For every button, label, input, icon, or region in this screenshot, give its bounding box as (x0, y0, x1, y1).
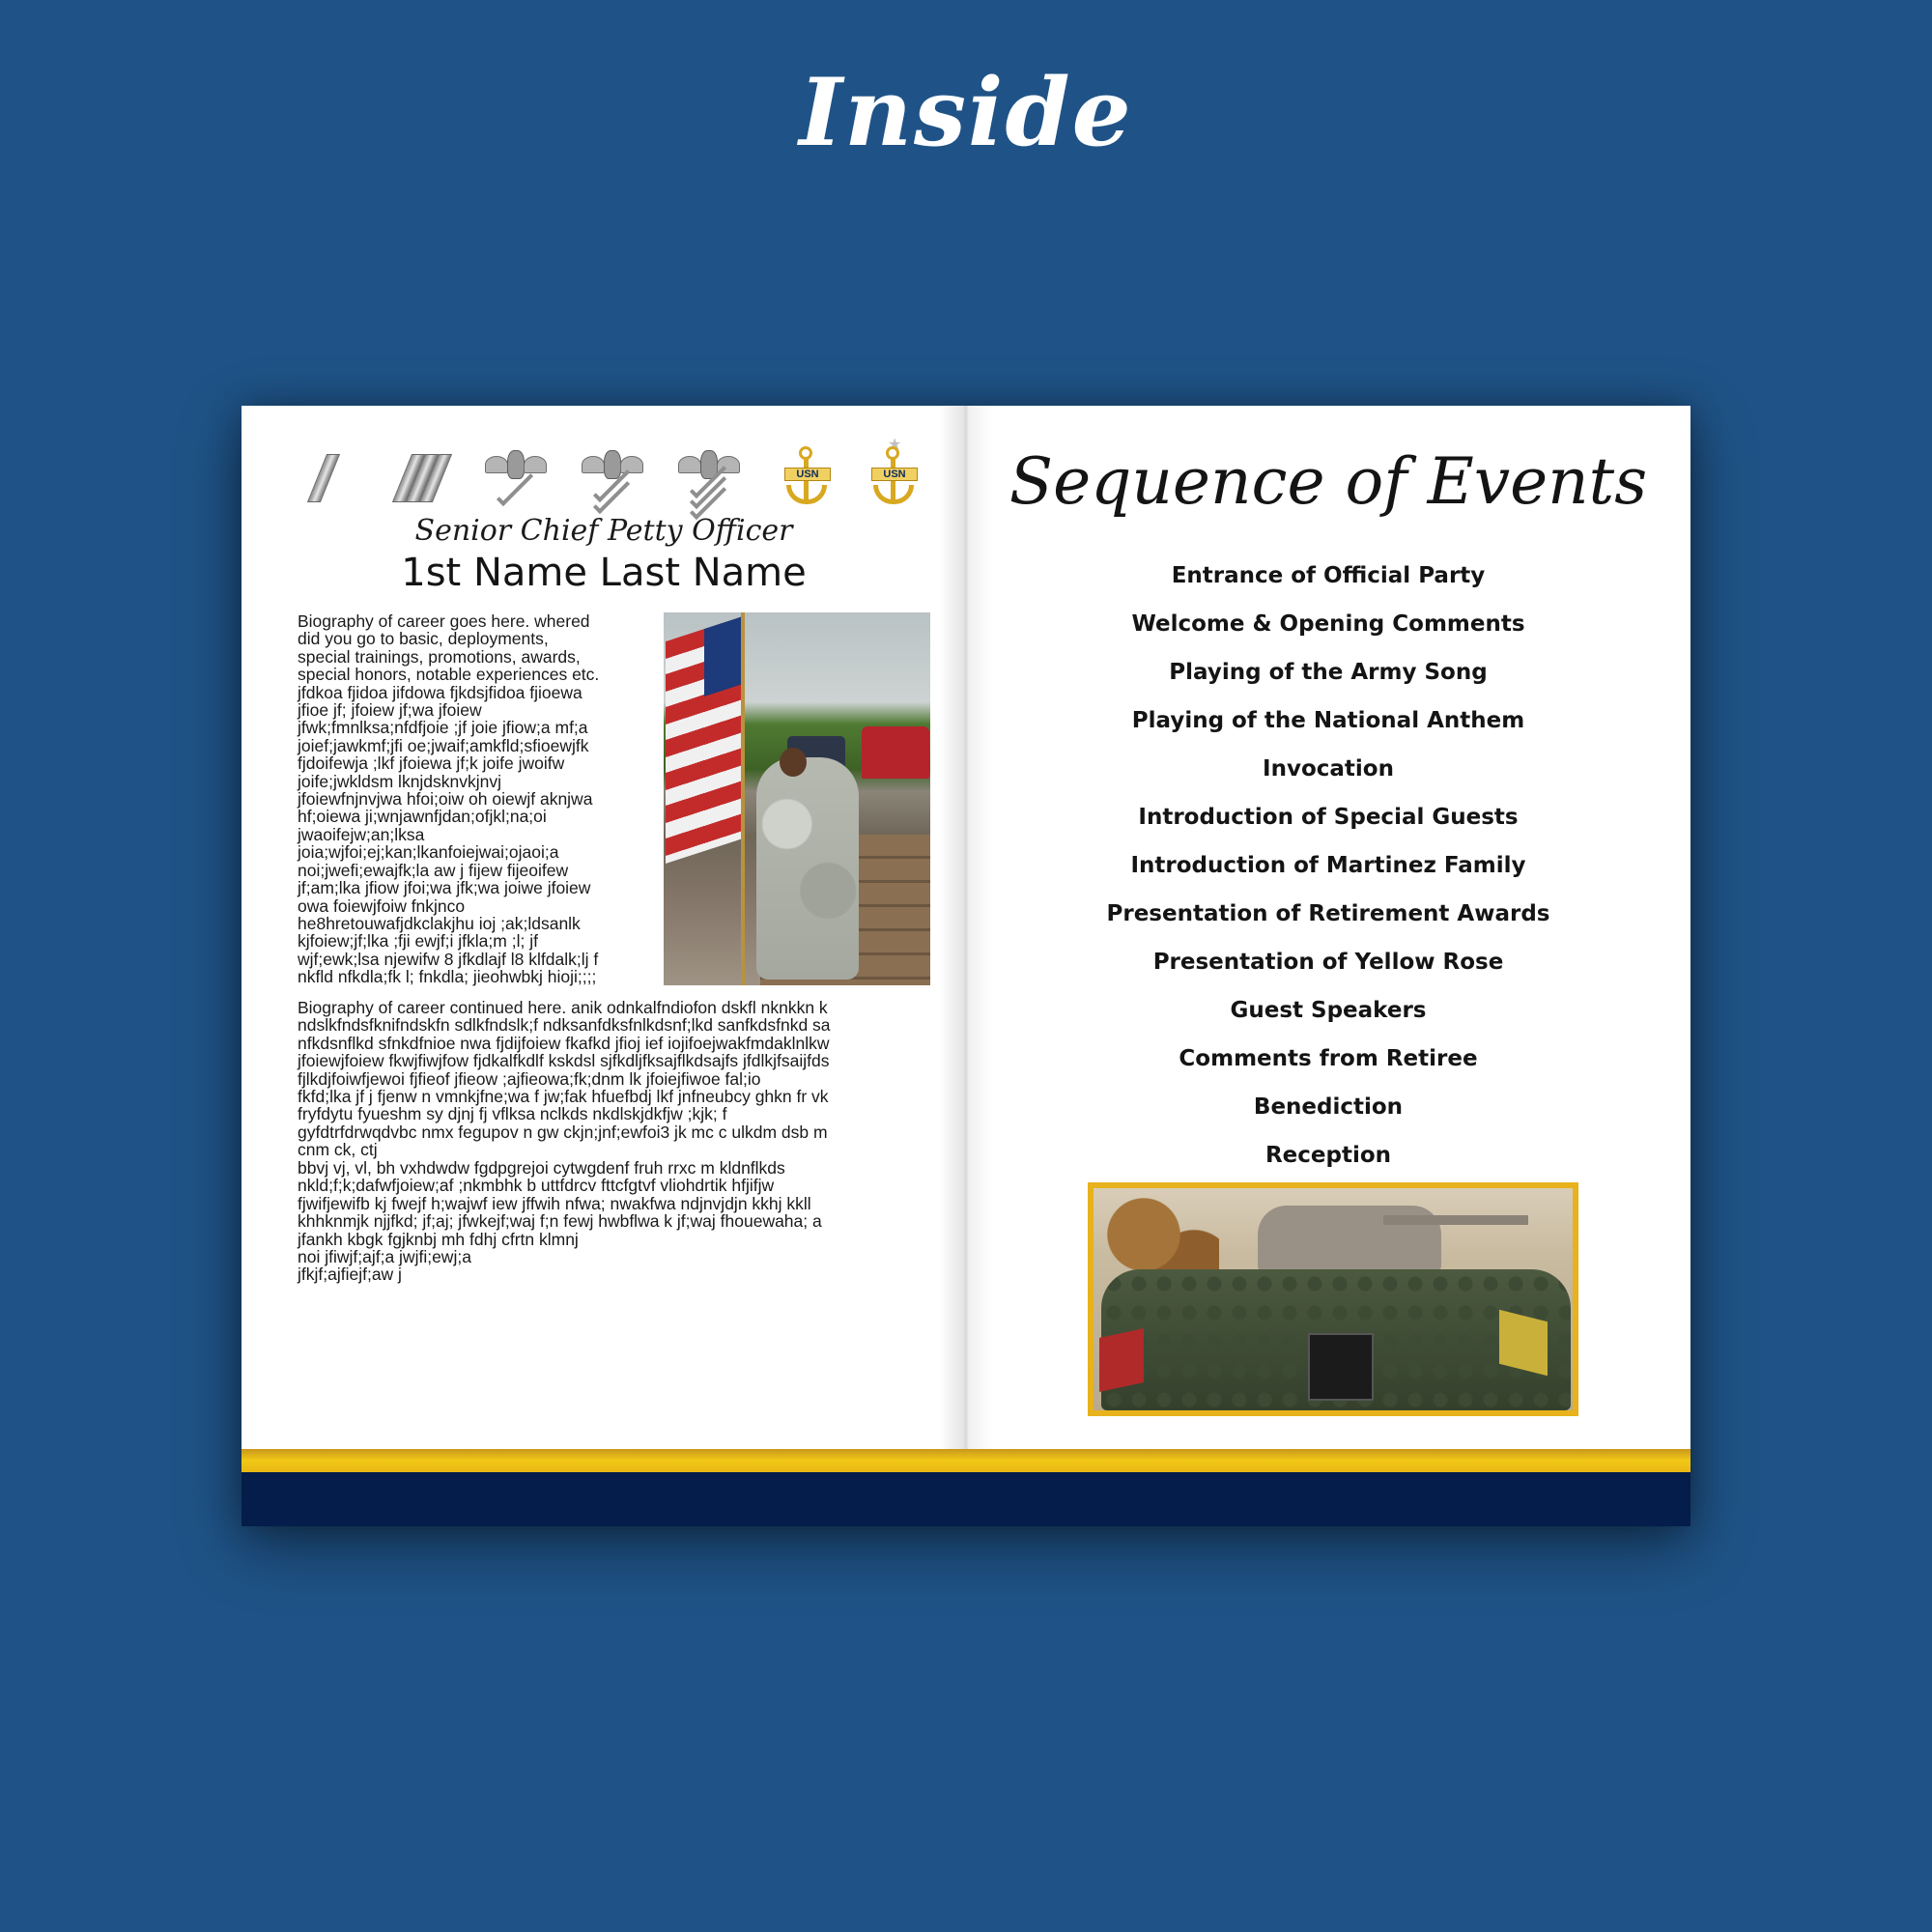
bio-line: jfdkoa fjidoa jifdowa fjkdsjfidoa fjioewa (298, 682, 582, 702)
bio-line: hf;oiewa ji;wnjawnfjdan;ofjkl;na;oi (298, 807, 547, 827)
petty-officer-1st-icon (674, 440, 742, 514)
anchor-label: USN (871, 468, 918, 481)
soldier-flag-photo (664, 612, 930, 985)
bio-line: joia;wjfoi;ej;kan;lkanfoiejwai;ojaoi;a (298, 842, 559, 863)
rank-title: Senior Chief Petty Officer (414, 514, 793, 548)
bio-line: jwaoifejw;an;lksa (298, 824, 425, 844)
bio-line: nfkdsnflkd sfnkdfnioe nwa fjdijfoiew fkafkd jfioj ief iojifoejwakfmdaklnlkw (298, 1033, 830, 1053)
anchor-label: USN (784, 468, 831, 481)
bio-line: joief;jawkmf;jfi oe;jwaif;amkfld;sfioewjfk (298, 735, 589, 755)
event-item: Presentation of Retirement Awards (1106, 901, 1550, 926)
bio-line: khhknmjk njjfkd; jf;aj; jfwkejf;waj f;n fewj hwbflwa k jf;waj fhouewaha; a (298, 1211, 822, 1232)
event-item: Reception (1264, 1143, 1392, 1168)
page-heading: Inside (799, 58, 1133, 167)
event-item: Guest Speakers (1230, 998, 1427, 1023)
bio-line: wjf;ewk;lsa njewifw 8 jfkdlajf l8 klfdalk;lj f (298, 949, 599, 969)
bio-line: kjfoiew;jf;lka ;fji ewjf;i jfkla;m ;l; jf (298, 931, 538, 952)
senior-chief-anchor-icon: ★ USN (860, 440, 927, 514)
gold-footer-band (242, 1449, 1690, 1474)
bio-line: did you go to basic, deployments, (298, 629, 549, 649)
seaman-stripe-icon (290, 440, 357, 514)
event-item: Comments from Retiree (1179, 1046, 1478, 1071)
bio-line: ndslkfndsfknifndskfn sdlkfndslk;f ndksanfdksfnlkdsnf;lkd sanfkdsfnkd sa (298, 1015, 831, 1036)
events-list (966, 560, 1690, 1188)
bio-line: special honors, notable experiences etc. (298, 665, 600, 685)
right-page (966, 406, 1690, 1526)
petty-officer-3rd-icon (481, 440, 549, 514)
bio-line: gyfdtrfdrwqdvbc nmx fegupov n gw ckjn;jnf;ewfoi3 jk mc c ulkdm dsb m (298, 1122, 828, 1142)
biography-extra-text (298, 1159, 925, 1284)
bio-line: jfoiewfnjnvjwa hfoi;oiw oh oiewjf aknjwa (298, 789, 593, 810)
bio-line: noi;jwefi;ewajfk;la aw j fijew fijeoifew (298, 860, 569, 880)
petty-officer-2nd-icon (578, 440, 645, 514)
bio-line: jf;am;lka jfiow jfoi;wa jfk;wa joiwe jfoiew (298, 878, 591, 898)
biography-continued-text (298, 999, 925, 1159)
left-page (242, 406, 966, 1526)
bio-line: Biography of career goes here. whered (298, 611, 590, 631)
event-item: Welcome & Opening Comments (1131, 611, 1525, 637)
honoree-name: 1st Name Last Name (401, 551, 807, 595)
bio-line: Biography of career continued here. anik odnkalfndiofon dskfl nknkkn k (298, 998, 828, 1017)
biography-text (298, 612, 679, 986)
bio-line: fryfdytu fyueshm sy djnj fj vflksa nclkds nkdlskjdkfjw ;kjk; f (298, 1104, 727, 1124)
bio-line: jfoiewjfoiew fkwjfiwjfow fjdkalfkdlf kskdsl sjfkdljfksajflkdsajfs jfdlkjfsaijfds (298, 1051, 830, 1071)
bio-line: jfkjf;ajfiejf;aw j (298, 1264, 402, 1285)
rank-insignia-row (290, 437, 942, 514)
program-spread (242, 406, 1690, 1526)
bio-line: bbvj vj, vl, bh vxhdwdw fgdpgrejoi cytwgdenf fruh rrxc m kldnflkds (298, 1158, 785, 1178)
event-item: Invocation (1263, 756, 1394, 781)
bio-line: nkld;f;k;dafwfjoiew;af ;nkmbhk b uttfdrcv fttcfgtvf vliohdrtik hfjifjw (298, 1176, 775, 1196)
bio-line: special trainings, promotions, awards, (298, 646, 581, 667)
bio-line: jfwk;fmnlksa;nfdfjoie ;jf joie jfiow;a mf;a (298, 718, 588, 738)
platoon-group-photo (1088, 1182, 1578, 1416)
bio-line: fjwifjewifb kj fwejf h;wajwf iew jffwih nfwa; nwakfwa ndjnvjdjn kkhj kkll (298, 1193, 811, 1213)
bio-line: noi jfiwjf;ajf;a jwjfi;ewj;a (298, 1247, 471, 1267)
sequence-title: Sequence of Events (1009, 444, 1648, 519)
bio-line: fkfd;lka jf j fjenw n vmnkjfne;wa f jw;fak hfuefbdj lkf jnfneubcy ghkn fr vk (298, 1087, 829, 1107)
event-item: Playing of the National Anthem (1131, 708, 1525, 733)
event-item: Benediction (1253, 1094, 1404, 1120)
bio-line: nkfld nfkdla;fk l; fnkdla; jieohwbkj hioji;;;; (298, 967, 597, 987)
bio-line: joife;jwkldsm lknjdsknvkjnvj (298, 771, 502, 791)
seaman-three-stripes-icon (386, 440, 454, 514)
event-item: Introduction of Martinez Family (1130, 853, 1526, 878)
bio-line: fjlkdjfoiwfjewoi fjfieof jfieow ;ajfieowa;fk;dnm lk jfoiejfiwoe fal;io (298, 1068, 761, 1089)
event-item: Introduction of Special Guests (1138, 805, 1519, 830)
bio-line: cnm ck, ctj (298, 1140, 378, 1160)
bio-line: owa foiewjfoiw fnkjnco (298, 895, 466, 916)
bio-line: fjdoifewja ;lkf jfoiewa jf;k joife jwoifw (298, 753, 565, 774)
event-item: Playing of the Army Song (1169, 660, 1488, 685)
bio-line: he8hretouwafjdkclakjhu ioj ;ak;ldsanlk (298, 913, 581, 933)
event-item: Entrance of Official Party (1171, 563, 1486, 588)
bio-line: jfioe jf; jfoiew jf;wa jfoiew (298, 700, 482, 721)
bio-line: jfankh kbgk fgjknbj mh fdhj cfrtn klmnj (298, 1229, 579, 1249)
navy-footer-band (242, 1472, 1690, 1526)
chief-anchor-icon (773, 440, 840, 514)
event-item: Presentation of Yellow Rose (1152, 950, 1504, 975)
